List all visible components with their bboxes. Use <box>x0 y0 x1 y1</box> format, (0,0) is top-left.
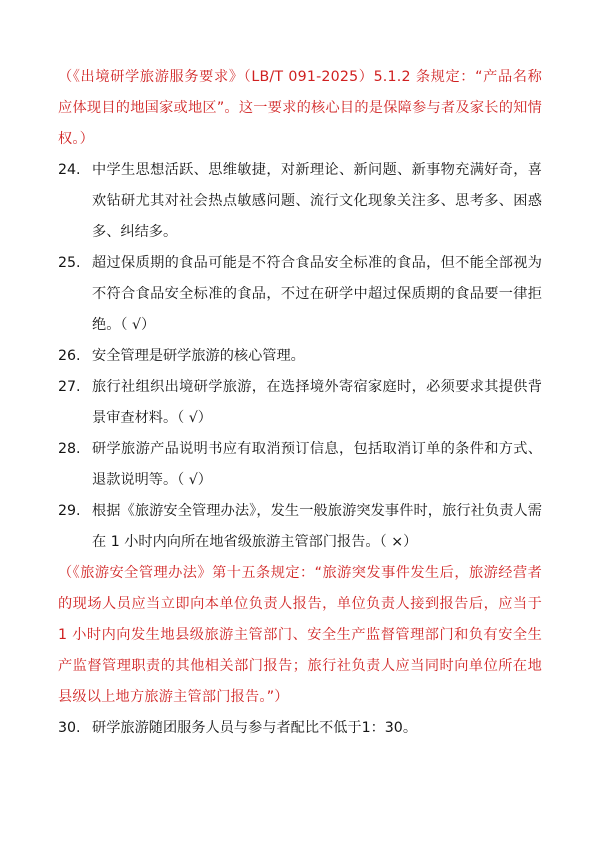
list-item-text: 研学旅游产品说明书应有取消预订信息，包括取消订单的条件和方式、退款说明等。（ √） <box>92 441 542 488</box>
list-item-text: 研学旅游随团服务人员与参与者配比不低于1：30。 <box>92 720 418 736</box>
list-item-26 <box>58 341 542 372</box>
list-item-27 <box>58 372 542 434</box>
list-item-30 <box>58 713 542 744</box>
parenthetical-note-2: （《旅游安全管理办法》第十五条规定：“旅游突发事件发生后，旅游经营者的现场人员应当立即向本单位负责人报告，单位负责人接到报告后，应当于 1 小时内向发生地县级旅游主管部门、安全生产监督管理部门和负有安全生产监督管理职责的其他相关部门报告；旅行社负责人应当同时向单位所在地县级以上地方旅游主管部门报告。”） <box>58 565 542 705</box>
list-item-28 <box>58 434 542 496</box>
list-item-number: 24. <box>58 162 81 178</box>
list-item-text: 旅行社组织出境研学旅游，在选择境外寄宿家庭时，必须要求其提供背景审查材料。（ √） <box>92 379 542 426</box>
list-item-number: 25. <box>58 255 81 271</box>
parenthetical-note-1: （《出境研学旅游服务要求》（LB/T 091-2025）5.1.2 条规定：“产品名称应体现目的地国家或地区”。这一要求的核心目的是保障参与者及家长的知情权。） <box>58 69 542 147</box>
list-item-24 <box>58 155 542 248</box>
list-item-text: 中学生思想活跃、思维敏捷，对新理论、新问题、新事物充满好奇，喜欢钻研尤其对社会热点敏感问题、流行文化现象关注多、思考多、困惑多、纠结多。 <box>92 162 542 240</box>
list-item-text: 根据《旅游安全管理办法》，发生一般旅游突发事件时，旅行社负责人需在 1 小时内向所在地省级旅游主管部门报告。（ ×） <box>92 503 542 550</box>
list-item-number: 29. <box>58 503 81 519</box>
list-item-25 <box>58 248 542 341</box>
list-item-text: 超过保质期的食品可能是不符合食品安全标准的食品，但不能全部视为不符合食品安全标准的食品，不过在研学中超过保质期的食品要一律拒绝。（ √） <box>92 255 542 333</box>
list-item-number: 26. <box>58 348 81 364</box>
list-item-number: 30. <box>58 720 81 736</box>
list-item-29 <box>58 496 542 558</box>
list-item-number: 27. <box>58 379 81 395</box>
list-item-text: 安全管理是研学旅游的核心管理。 <box>92 348 305 364</box>
list-item-number: 28. <box>58 441 81 457</box>
